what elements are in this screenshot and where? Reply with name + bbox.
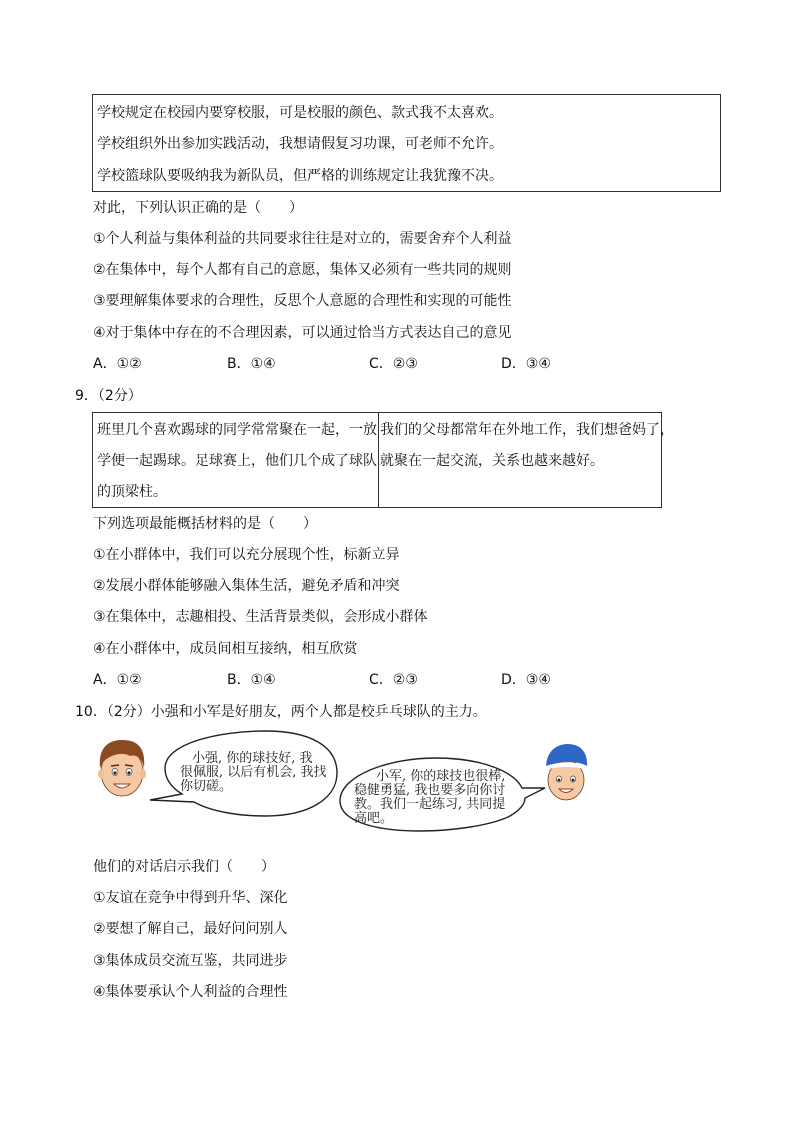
bubble-left-line-2: 很佩服, 以后有机会, 我找 — [180, 765, 327, 780]
bubble-right-line-4: 高吧。 — [354, 811, 394, 826]
q8-option-b[interactable]: B．①④ — [227, 356, 276, 372]
q9-statement-1: ①在小群体中，我们可以充分展现个性，标新立异 — [93, 547, 400, 563]
q8-statement-4: ④对于集体中存在的不合理因素，可以通过恰当方式表达自己的意见 — [93, 325, 512, 341]
bubble-left-line-3: 你切磋。 — [180, 779, 233, 794]
q9-right-cell-line-2: 就聚在一起交流，关系也越来越好。 — [380, 453, 604, 469]
q8-table-row-2: 学校组织外出参加实践活动，我想请假复习功课，可老师不允许。 — [97, 136, 503, 152]
q9-left-cell-line-1: 班里几个喜欢踢球的同学常常聚在一起，一放 — [97, 422, 377, 438]
q8-statement-3: ③要理解集体要求的合理性，反思个人意愿的合理性和实现的可能性 — [93, 293, 512, 309]
q8-table-row-1: 学校规定在校园内要穿校服，可是校服的颜色、款式我不太喜欢。 — [97, 105, 503, 121]
bubble-right-line-3: 教。我们一起练习, 共同提 — [354, 797, 506, 812]
q8-option-a[interactable]: A．①② — [93, 356, 142, 372]
q9-statement-4: ④在小群体中，成员间相互接纳，相互欣赏 — [93, 641, 358, 657]
q8-stem: 对此，下列认识正确的是（ ） — [93, 200, 303, 216]
bubble-left-text — [180, 752, 350, 794]
q9-option-c[interactable]: C．②③ — [369, 672, 418, 688]
avatar-xiaoqiang-icon — [98, 740, 146, 796]
bubble-right-line-2: 稳健勇猛, 我也要多向你讨 — [354, 783, 506, 798]
bubble-right-line-1: 小军, 你的球技也很棒, — [376, 769, 506, 784]
q10-intro: 10．（2分）小强和小军是好朋友，两个人都是校乒乓球队的主力。 — [75, 704, 487, 720]
q8-table-row-3: 学校篮球队要吸纳我为新队员，但严格的训练规定让我犹豫不决。 — [97, 168, 503, 184]
q10-statement-4: ④集体要承认个人利益的合理性 — [93, 984, 288, 1000]
q8-option-d[interactable]: D．③④ — [501, 356, 551, 372]
q9-material-table — [92, 412, 674, 508]
q9-statement-2: ②发展小群体能够融入集体生活，避免矛盾和冲突 — [93, 578, 400, 594]
q9-left-cell-line-3: 的顶梁柱。 — [97, 484, 167, 500]
q10-statement-2: ②要想了解自己，最好问问别人 — [93, 921, 288, 937]
q9-right-cell-line-1: 我们的父母都常年在外地工作，我们想爸妈了， — [380, 422, 674, 438]
q10-statement-3: ③集体成员交流互鉴，共同进步 — [93, 953, 288, 969]
q9-statement-3: ③在集体中，志趣相投、生活背景类似，会形成小群体 — [93, 609, 428, 625]
bubble-right-text — [354, 770, 529, 826]
q10-statement-1: ①友谊在竞争中得到升华、深化 — [93, 890, 288, 906]
q9-option-a[interactable]: A．①② — [93, 672, 142, 688]
q8-options — [93, 354, 713, 374]
q10-stem: 他们的对话启示我们（ ） — [93, 859, 275, 875]
bubble-left-line-1: 小强, 你的球技好, 我 — [192, 751, 313, 766]
q8-statement-1: ①个人利益与集体利益的共同要求往往是对立的，需要舍弃个人利益 — [93, 231, 512, 247]
q9-stem: 下列选项最能概括材料的是（ ） — [93, 516, 317, 532]
q8-option-c[interactable]: C．②③ — [369, 356, 418, 372]
q9-number: 9．（2分） — [75, 388, 142, 404]
q9-option-b[interactable]: B．①④ — [227, 672, 276, 688]
q8-material-table — [92, 94, 721, 192]
q9-left-cell-line-2: 学便一起踢球。足球赛上，他们几个成了球队 — [97, 453, 377, 469]
q9-option-d[interactable]: D．③④ — [501, 672, 551, 688]
q9-table-divider — [378, 413, 379, 507]
avatar-xiaojun-icon — [546, 744, 587, 800]
q8-statement-2: ②在集体中，每个人都有自己的意愿，集体又必须有一些共同的规则 — [93, 262, 512, 278]
q9-options — [93, 670, 713, 690]
